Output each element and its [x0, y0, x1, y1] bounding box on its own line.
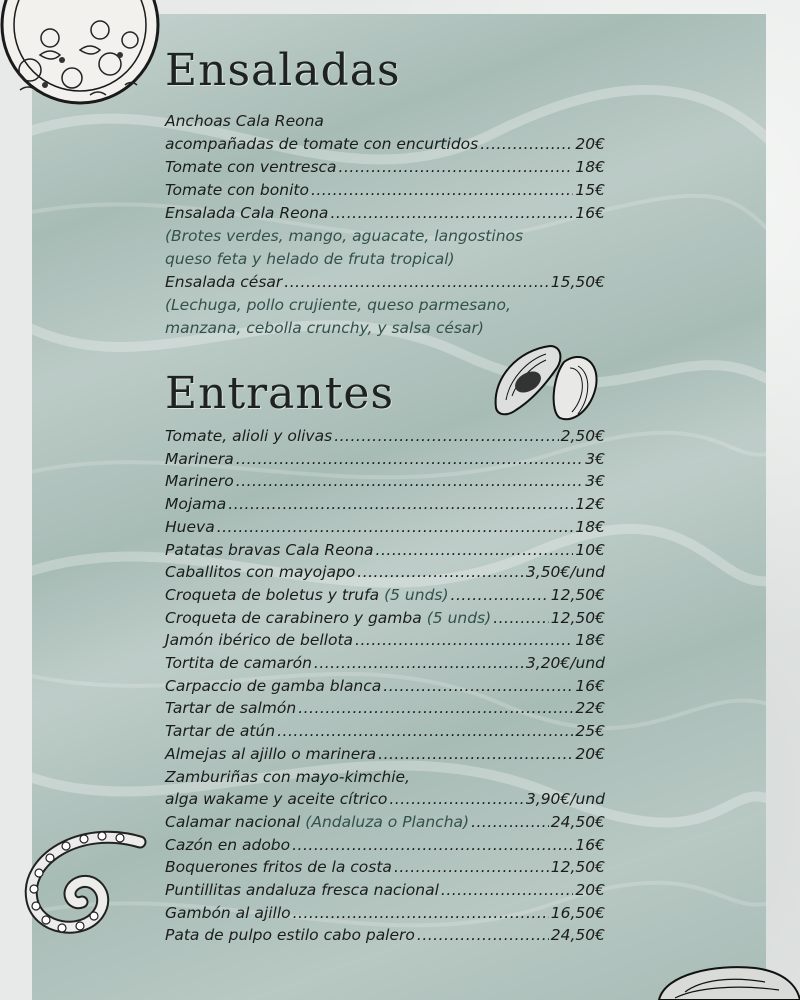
- item-price: 16€: [575, 676, 605, 695]
- item-name: Carpaccio de gamba blanca: [165, 676, 382, 695]
- item-portion-note: (5 unds): [426, 608, 492, 627]
- item-price: 18€: [575, 631, 605, 650]
- item-portion-note: (5 unds): [384, 585, 449, 604]
- item-name: Croqueta de carabinero y gamba: [165, 608, 422, 627]
- item-name: acompañadas de tomate con encurtidos: [165, 135, 479, 153]
- section-title-ensaladas: Ensaladas: [165, 45, 401, 96]
- menu-item: [165, 133, 605, 156]
- item-price: 3,50€/und: [525, 563, 605, 582]
- item-name: Patatas bravas Cala Reona: [165, 540, 374, 559]
- item-name: Marinera: [165, 449, 234, 468]
- item-price: 20€: [575, 881, 605, 899]
- item-name: Cazón en adobo: [165, 835, 291, 854]
- item-name: Calamar nacional: [165, 812, 301, 831]
- item-price: 16€: [575, 835, 605, 854]
- menu-item: [165, 834, 605, 857]
- menu-item: [165, 652, 605, 675]
- item-price: 15,50€: [550, 273, 605, 291]
- menu-item: [165, 811, 605, 834]
- item-name: Croqueta de boletus y trufa: [165, 585, 380, 604]
- item-name: alga wakame y aceite cítrico: [165, 790, 388, 809]
- pizza-sketch-icon: [0, 0, 160, 115]
- item-name: Almejas al ajillo o marinera: [165, 744, 377, 763]
- menu-item: [165, 156, 605, 179]
- bread-sketch-icon: [655, 962, 800, 1000]
- item-name: Mojama: [165, 495, 227, 514]
- menu-item: [165, 584, 605, 607]
- item-price: 25€: [575, 722, 605, 741]
- item-portion-note: (Andaluza o Plancha): [305, 812, 470, 831]
- item-price: 20€: [575, 135, 605, 153]
- item-name: Boquerones fritos de la costa: [165, 858, 392, 877]
- item-description: (Lechuga, pollo crujiente, queso parmesano,: [165, 296, 511, 314]
- menu-item: [165, 448, 605, 471]
- item-name: Tartar de atún: [165, 722, 276, 741]
- item-description: queso feta y helado de fruta tropical): [165, 250, 455, 268]
- menu-item: [165, 788, 605, 811]
- item-name: Puntillitas andaluza fresca nacional: [165, 881, 439, 899]
- item-price: 3,90€/und: [525, 790, 605, 809]
- menu-item-line: Zamburiñas con mayo-kimchie,: [165, 767, 410, 786]
- item-name: Tomate, alioli y olivas: [165, 427, 333, 445]
- item-name: Gambón al ajillo: [165, 903, 291, 922]
- item-name: Caballitos con mayojapo: [165, 563, 356, 582]
- item-name: Ensalada césar: [165, 273, 283, 291]
- item-price: 18€: [575, 158, 605, 176]
- menu-item: [165, 179, 605, 202]
- item-name: Jamón ibérico de bellota: [165, 631, 354, 650]
- menu-item: [165, 720, 605, 743]
- item-price: 16,50€: [550, 903, 605, 922]
- item-price: 3€: [585, 449, 605, 468]
- menu-item: [165, 202, 605, 225]
- item-price: 2,50€: [560, 427, 605, 445]
- menu-item: [165, 493, 605, 516]
- menu-item: [165, 271, 605, 294]
- item-name: Tortita de camarón: [165, 654, 312, 672]
- menu-item: [165, 425, 605, 448]
- menu-item: [165, 516, 605, 539]
- menu-item: [165, 924, 605, 947]
- menu-item: [165, 561, 605, 584]
- item-description: (Brotes verdes, mango, aguacate, langostinos: [165, 227, 524, 245]
- menu-item: [165, 539, 605, 562]
- menu-item: [165, 697, 605, 720]
- item-price: 3,20€/und: [525, 654, 605, 672]
- menu-item: [165, 607, 605, 630]
- item-price: 24,50€: [550, 926, 605, 945]
- item-price: 12€: [575, 495, 605, 514]
- item-price: 10€: [575, 540, 605, 559]
- item-price: 20€: [575, 744, 605, 763]
- item-price: 12,50€: [550, 608, 605, 627]
- menu-item: [165, 902, 605, 925]
- item-description: manzana, cebolla crunchy, y salsa césar): [165, 319, 484, 337]
- item-name: Tartar de salmón: [165, 699, 297, 718]
- item-price: 12,50€: [550, 858, 605, 877]
- item-name: Tomate con ventresca: [165, 158, 337, 176]
- menu-item: [165, 675, 605, 698]
- item-price: 22€: [575, 699, 605, 718]
- item-name: Ensalada Cala Reona: [165, 204, 329, 222]
- mussel-sketch-icon: [488, 338, 606, 430]
- octopus-tentacle-sketch-icon: [20, 830, 150, 940]
- menu-item: [165, 856, 605, 879]
- menu-item: [165, 629, 605, 652]
- item-price: 12,50€: [550, 585, 605, 604]
- item-name: Hueva: [165, 517, 215, 536]
- item-price: 16€: [575, 204, 605, 222]
- item-price: 3€: [585, 472, 605, 491]
- menu-item-line: Anchoas Cala Reona: [165, 112, 324, 130]
- item-price: 18€: [575, 517, 605, 536]
- item-name: Marinero: [165, 472, 234, 491]
- menu-item: [165, 879, 605, 902]
- item-name: Tomate con bonito: [165, 181, 309, 199]
- section-title-entrantes: Entrantes: [165, 368, 395, 419]
- menu-item: [165, 743, 605, 766]
- item-price: 15€: [575, 181, 605, 199]
- item-price: 24,50€: [550, 812, 605, 831]
- item-name: Pata de pulpo estilo cabo palero: [165, 926, 415, 945]
- menu-item: [165, 470, 605, 493]
